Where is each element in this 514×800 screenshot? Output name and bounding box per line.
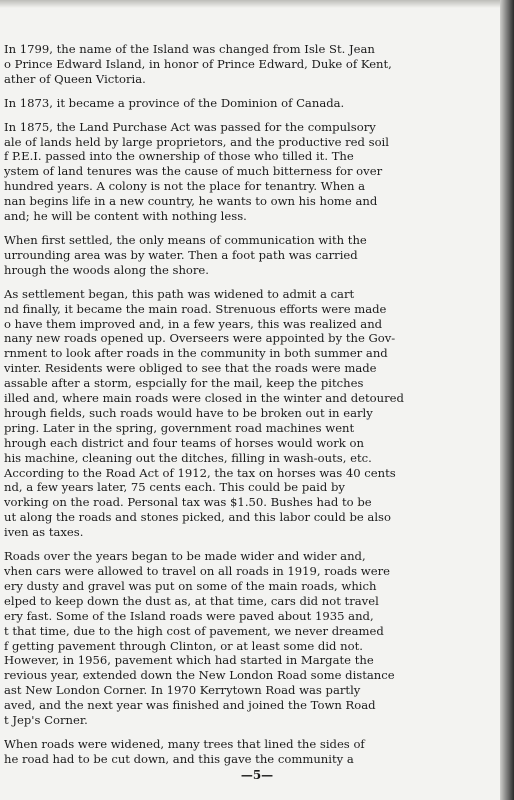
page-number: —5— — [240, 768, 274, 782]
paragraph-7: When roads were widened, many trees that lined the sides of he road had to be cut down, and this gave the community a — [4, 736, 365, 766]
paragraph-6: Roads over the years began to be made wider and wider and, vhen cars were allowed to travel on all roads in 1919, roads were ery dusty and gravel was put on some of the main roads, which elped to keep down the dust as, at that time, cars did not travel ery fast. Some of the Island roads were paved about 1935 and, t that time, due to the high cost of pavement, we never dreamed f getting pavement through Clinton, or at least some did not. However, in 1956, pavement which had started in Margate the revious year, extended down the New London Road some distance ast New London Corner. In 1970 Kerrytown Road was partly aved, and the next year was finished and joined the Town Road t Jep's Corner. — [4, 549, 395, 728]
page-top-shadow — [0, 0, 514, 8]
body-text — [4, 42, 489, 776]
paragraph-2: In 1873, it became a province of the Dominion of Canada. — [4, 95, 345, 110]
paragraph-3: In 1875, the Land Purchase Act was passed for the compulsory ale of lands held by large proprietors, and the productive red soil f P.E.I. passed into the ownership of those who tilled it. The ystem of land tenures was the cause of much bitterness for over hundred years. A colony is not the place for tenantry. When a nan begins life in a new country, he wants to own his home and and; he will be content with nothing less. — [4, 119, 389, 224]
paragraph-1: In 1799, the name of the Island was changed from Isle St. Jean o Prince Edward Island, in honor of Prince Edward, Duke of Kent, ather of Queen Victoria. — [4, 42, 392, 86]
page-binding-shadow — [500, 0, 514, 800]
paragraph-4: When first settled, the only means of communication with the urrounding area was by water. Then a foot path was carried hrough the woods along the shore. — [4, 232, 367, 277]
paragraph-5: As settlement began, this path was widened to admit a cart nd finally, it became the main road. Strenuous efforts were made o have them improved and, in a few years, this was realized and nany new roads opened up. Overseers were appointed by the Gov- rnment to look after roads in the community in both summer and vinter. Residents were obliged to see that the roads were made assable after a storm, espcially for the mail, keep the pitches illed and, where main roads were closed in the winter and detoured hrough fields, such roads would have to be broken out in early pring. Later in the spring, government road machines went hrough each district and four teams of horses would work on his machine, cleaning out the ditches, filling in wash-outs, etc. According to the Road Act of 1912, the tax on horses was 40 cents nd, a few years later, 75 cents each. This could be paid by vorking on the road. Personal tax was $1.50. Bushes had to be ut along the roads and stones picked, and this labor could be also iven as taxes. — [4, 286, 404, 540]
